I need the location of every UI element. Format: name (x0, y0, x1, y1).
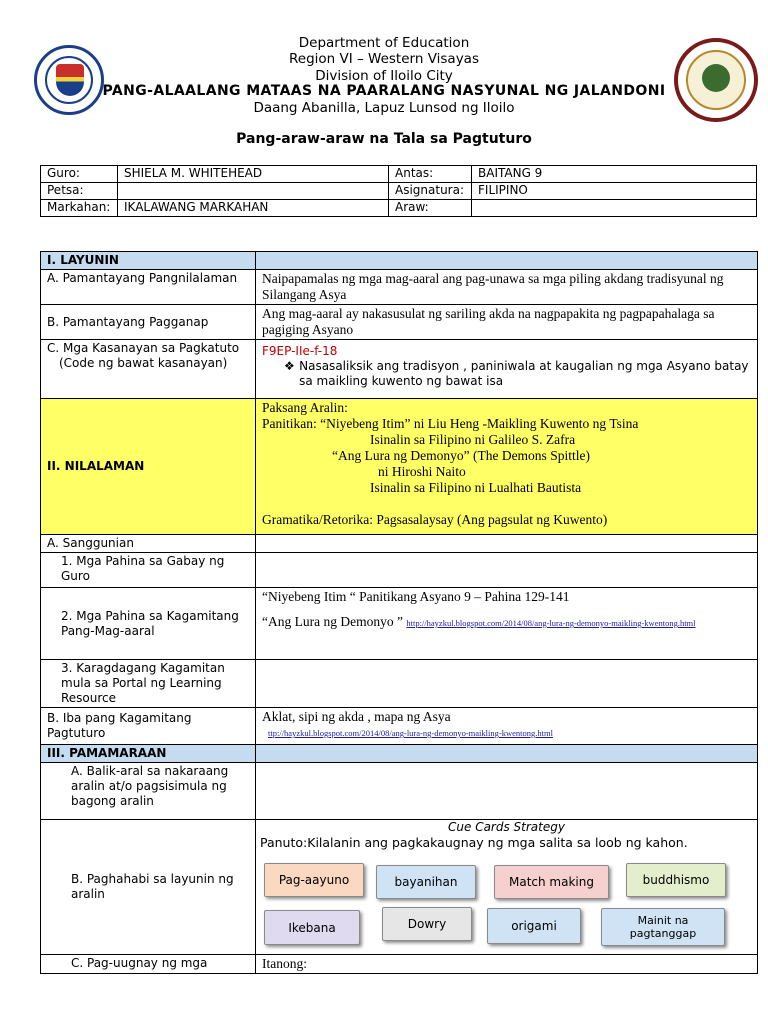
strategy-title: Cue Cards Strategy (448, 820, 565, 834)
panuto-text: Panuto:Kilalanin ang pagkakaugnay ng mga salita sa loob ng kahon. (260, 835, 688, 850)
translator-line-1: Isinalin sa Filipino ni Galileo S. Zafra (370, 432, 576, 447)
karagdagang-kagamitan-label: 3. Karagdagang Kagamitan mula sa Portal ng Learning Resource (41, 660, 256, 708)
balik-aral-value (256, 763, 758, 820)
paksang-aralin: Paksang Aralin: (262, 400, 348, 415)
cue-card: Mainit na pagtanggap (601, 908, 725, 946)
asignatura-label: Asignatura: (389, 183, 472, 200)
kasanayan-cell (41, 340, 256, 399)
layunin-heading-blank (256, 252, 758, 270)
story-title-2: “Ang Lura ng Demonyo” (The Demons Spittle) (332, 448, 590, 463)
info-table (40, 165, 757, 217)
petsa-value (118, 183, 389, 200)
header-division: Division of Iloilo City (315, 68, 453, 84)
asignatura-value: FILIPINO (472, 183, 757, 200)
kasanayan-sublabel: (Code ng bawat kasanayan) (59, 356, 228, 370)
pamantayang-pangnilalaman-value: Naipapamalas ng mga mag-aaral ang pag-unawa sa mga piling akdang tradisyunal ng Silangang Asya (256, 270, 758, 305)
markahan-value: IKALAWANG MARKAHAN (118, 200, 389, 217)
kasanayan-value-cell (256, 340, 758, 399)
gabay-guro-label: 1. Mga Pahina sa Gabay ng Guro (41, 553, 256, 588)
antas-value: BAITANG 9 (472, 166, 757, 183)
textbook-ref: “Niyebeng Itim “ Panitikang Asyano 9 – Pahina 129-141 (262, 589, 570, 604)
nilalaman-heading: II. NILALAMAN (41, 399, 256, 535)
nilalaman-content (256, 399, 758, 535)
cue-card: Ikebana (264, 910, 360, 945)
iba-pang-kagamitan-label: B. Iba pang Kagamitang Pagtuturo (41, 708, 256, 745)
guro-label: Guro: (41, 166, 118, 183)
header-school-name: PANG-ALAALANG MATAAS NA PAARALANG NASYUNAL NG JALANDONI (102, 83, 666, 99)
competency-text: Nasasaliksik ang tradisyon , paniniwala at kaugalian ng mga Asyano batay sa maikling kuwento ng bawat isa (299, 359, 749, 388)
balik-aral-label: A. Balik-aral sa nakaraang aralin at/o pagsisimula ng bagong aralin (41, 763, 256, 820)
header-address: Daang Abanilla, Lapuz Lunsod ng Iloilo (253, 100, 515, 116)
materials-text: Aklat, sipi ng akda , mapa ng Asya (262, 709, 451, 724)
document-title: Pang-araw-araw na Tala sa Pagtuturo (236, 131, 532, 147)
paghahabi-label: B. Paghahabi sa layunin ng aralin (41, 820, 256, 955)
panitikan-line: Panitikan: “Niyebeng Itim” ni Liu Heng -Maikling Kuwento ng Tsina (262, 416, 639, 431)
sanggunian-blank (256, 535, 758, 553)
header-department: Department of Education (298, 35, 470, 51)
antas-label: Antas: (389, 166, 472, 183)
author-line: ni Hiroshi Naito (378, 464, 466, 479)
layunin-heading: I. LAYUNIN (41, 252, 256, 270)
araw-value (472, 200, 757, 217)
gabay-guro-value (256, 553, 758, 588)
cue-card: buddhismo (626, 863, 726, 897)
petsa-label: Petsa: (41, 183, 118, 200)
araw-label: Araw: (389, 200, 472, 217)
cue-card: Pag-aayuno (264, 863, 364, 897)
sanggunian-label: A. Sanggunian (41, 535, 256, 553)
pamantayang-pangnilalaman-label: A. Pamantayang Pangnilalaman (41, 270, 256, 305)
materials-link[interactable]: ttp://hayzkul.blogspot.com/2014/08/ang-lura-ng-demonyo-maikling-kwentong.html (268, 728, 553, 738)
karagdagang-kagamitan-value (256, 660, 758, 708)
pamantayang-pagganap-label: B. Pamantayang Pagganap (41, 305, 256, 340)
cue-card: Match making (494, 865, 609, 899)
kagamitang-mag-aaral-label: 2. Mga Pahina sa Kagamitang Pang-Mag-aaral (41, 588, 256, 660)
gramatika-line: Gramatika/Retorika: Pagsasalaysay (Ang pagsulat ng Kuwento) (262, 512, 608, 527)
markahan-label: Markahan: (41, 200, 118, 217)
story-link[interactable]: http://hayzkul.blogspot.com/2014/08/ang-lura-ng-demonyo-maikling-kwentong.html (406, 618, 696, 628)
pag-uugnay-value: Itanong: (256, 955, 758, 974)
kagamitang-mag-aaral-value (256, 588, 758, 660)
kasanayan-label: C. Mga Kasanayan sa Pagkatuto (47, 341, 240, 355)
bullet-icon: ❖ (284, 359, 295, 373)
pag-uugnay-label: C. Pag-uugnay ng mga (41, 955, 256, 974)
cue-card: Dowry (382, 907, 472, 941)
competency-code: F9EP-IIe-f-18 (262, 344, 338, 358)
cue-card: bayanihan (376, 865, 476, 899)
pamamaraan-heading: III. PAMAMARAAN (41, 745, 256, 763)
iba-pang-kagamitan-value (256, 708, 758, 745)
story-ref: “Ang Lura ng Demonyo ” (262, 614, 403, 629)
pamantayang-pagganap-value: Ang mag-aaral ay nakasusulat ng sariling akda na nagpapakita ng pagpapahalaga sa pagiging Asyano (256, 305, 758, 340)
pamamaraan-heading-blank (256, 745, 758, 763)
translator-line-2: Isinalin sa Filipino ni Lualhati Bautista (370, 480, 582, 495)
cue-card: origami (487, 908, 581, 944)
guro-value: SHIELA M. WHITEHEAD (118, 166, 389, 183)
header-region: Region VI – Western Visayas (288, 51, 479, 67)
